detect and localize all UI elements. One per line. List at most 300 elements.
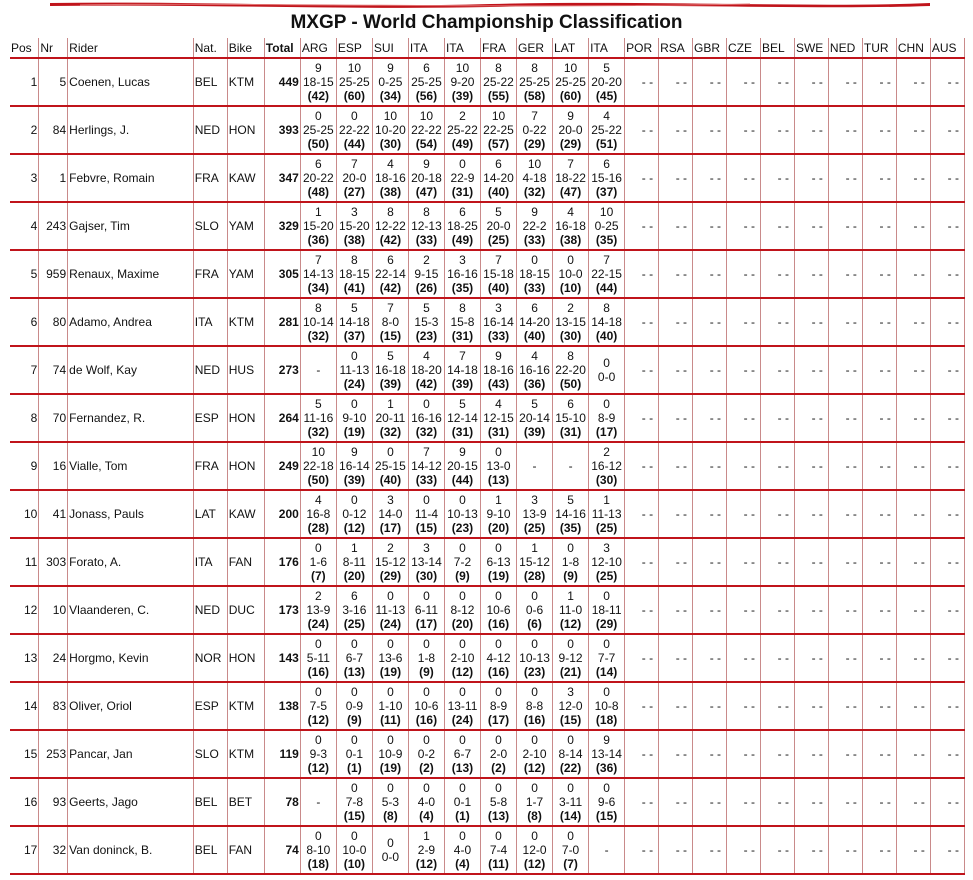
race-points: 8 (423, 205, 430, 219)
race-points: 10 (311, 445, 326, 459)
moto-scores: 7-5 (309, 699, 328, 713)
empty-result: - - (811, 363, 823, 377)
race-result-cell (760, 394, 794, 442)
empty-result: - - (743, 555, 755, 569)
race-result-cell (517, 442, 553, 490)
rider-name: Coenen, Lucas (68, 58, 194, 106)
empty-result: - - (913, 219, 925, 233)
nationality-cell: SLO (193, 730, 227, 778)
round-total: (39) (343, 473, 366, 487)
race-result-cell (862, 730, 896, 778)
race-points: 2 (423, 253, 430, 267)
empty-result: - - (879, 123, 891, 137)
race-result-cell (336, 586, 372, 634)
empty-result: - - (675, 795, 688, 809)
rider-name: Horgmo, Kevin (68, 634, 194, 682)
race-result-cell (760, 202, 794, 250)
empty-result: - - (743, 459, 755, 473)
round-total: (39) (523, 425, 546, 439)
moto-scores: 0-2 (417, 747, 436, 761)
race-points: 6 (531, 301, 538, 315)
race-result-cell (862, 634, 896, 682)
pos-cell: 9 (10, 442, 39, 490)
moto-scores: 25-22 (483, 75, 514, 89)
race-result-cell (760, 682, 794, 730)
empty-result: - - (811, 843, 823, 857)
race-result-cell (553, 538, 589, 586)
empty-result: - - (913, 315, 925, 329)
race-result-cell (444, 490, 480, 538)
empty-result: - - (845, 171, 857, 185)
round-total: (39) (379, 377, 402, 391)
empty-result: - - (879, 219, 891, 233)
number-cell: 16 (39, 442, 68, 490)
race-points: 1 (603, 493, 610, 507)
race-result-cell (517, 154, 553, 202)
empty-result: - - (777, 219, 789, 233)
race-result-cell (794, 346, 828, 394)
nationality-cell: FRA (193, 154, 227, 202)
race-result-cell (408, 778, 444, 826)
round-total: (51) (595, 137, 618, 151)
race-result-cell (444, 394, 480, 442)
no-result: - (532, 459, 537, 473)
moto-scores: 22-20 (555, 363, 586, 377)
moto-scores: 4-18 (522, 171, 547, 185)
race-points: 0 (567, 829, 574, 843)
race-result-cell (336, 202, 372, 250)
race-result-cell (828, 730, 862, 778)
race-result-cell (896, 778, 930, 826)
moto-scores: 13-14 (591, 747, 622, 761)
total-points: 249 (264, 442, 300, 490)
total-points: 273 (264, 346, 300, 394)
race-result-cell (760, 730, 794, 778)
moto-scores: 14-12 (411, 459, 442, 473)
moto-scores: 8-9 (597, 411, 616, 425)
race-points: 0 (387, 685, 394, 699)
empty-result: - - (913, 363, 925, 377)
table-row (10, 202, 965, 250)
moto-scores: 14-18 (339, 315, 370, 329)
bike-cell: DUC (227, 586, 264, 634)
moto-scores: 22-22 (411, 123, 442, 137)
moto-scores: 10-6 (414, 699, 439, 713)
empty-result: - - (947, 219, 959, 233)
round-total: (2) (491, 761, 506, 775)
round-total: (34) (307, 281, 330, 295)
total-points: 305 (264, 250, 300, 298)
moto-scores: 1-8 (417, 651, 436, 665)
race-result-cell (553, 394, 589, 442)
round-total: (14) (559, 809, 582, 823)
moto-scores: 16-12 (591, 459, 622, 473)
race-result-cell (693, 250, 727, 298)
race-points: 7 (531, 109, 538, 123)
moto-scores: 11-4 (414, 507, 438, 521)
moto-scores: 0-25 (594, 219, 619, 233)
race-result-cell (372, 106, 408, 154)
empty-result: - - (777, 123, 789, 137)
number-cell: 303 (39, 538, 68, 586)
round-total: (36) (307, 233, 330, 247)
round-total: (24) (379, 617, 402, 631)
empty-result: - - (709, 411, 722, 425)
total-points: 74 (264, 826, 300, 874)
round-total: (25) (487, 233, 510, 247)
moto-scores: 11-13 (339, 363, 370, 377)
race-result-cell (480, 58, 516, 106)
race-points: 2 (459, 109, 466, 123)
empty-result: - - (709, 507, 722, 521)
col-header-race: SWE (794, 38, 828, 58)
race-result-cell (444, 58, 480, 106)
empty-result: - - (913, 267, 925, 281)
moto-scores: 11-0 (558, 603, 583, 617)
red-brush-stroke-decoration (50, 0, 930, 10)
race-result-cell (727, 442, 761, 490)
race-result-cell (930, 682, 964, 730)
empty-result: - - (709, 795, 722, 809)
table-row (10, 346, 965, 394)
bike-cell: KTM (227, 682, 264, 730)
race-result-cell (794, 442, 828, 490)
race-result-cell (444, 442, 480, 490)
moto-scores: 10-14 (302, 315, 334, 329)
empty-result: - - (777, 843, 789, 857)
empty-result: - - (709, 363, 722, 377)
race-points: 9 (603, 733, 610, 747)
race-result-cell (625, 586, 659, 634)
moto-scores: 14-18 (447, 363, 478, 377)
race-result-cell (589, 682, 625, 730)
race-points: 3 (603, 541, 610, 555)
empty-result: - - (913, 75, 925, 89)
round-total: (41) (343, 281, 366, 295)
round-total: (39) (451, 377, 474, 391)
race-points: 0 (459, 781, 466, 795)
moto-scores: 18-16 (483, 363, 514, 377)
race-result-cell (372, 394, 408, 442)
round-total: (40) (523, 329, 546, 343)
race-result-cell (444, 298, 480, 346)
empty-result: - - (879, 75, 891, 89)
round-total: (19) (487, 569, 510, 583)
race-result-cell (444, 250, 480, 298)
round-total: (19) (379, 665, 402, 679)
race-result-cell (553, 154, 589, 202)
race-result-cell (862, 346, 896, 394)
race-result-cell (930, 490, 964, 538)
moto-scores: 25-22 (447, 123, 478, 137)
moto-scores: 7-4 (489, 843, 508, 857)
empty-result: - - (811, 267, 823, 281)
round-total: (29) (595, 617, 618, 631)
moto-scores: 20-20 (591, 75, 622, 89)
pos-cell: 7 (10, 346, 39, 394)
total-points: 347 (264, 154, 300, 202)
round-total: (44) (343, 137, 366, 151)
empty-result: - - (675, 699, 688, 713)
race-result-cell (408, 586, 444, 634)
col-header-pos: Pos (10, 38, 39, 58)
pos-cell: 2 (10, 106, 39, 154)
race-result-cell (659, 298, 693, 346)
race-result-cell (727, 586, 761, 634)
round-total: (13) (451, 761, 474, 775)
empty-result: - - (845, 363, 857, 377)
race-points: 9 (567, 109, 574, 123)
round-total: (29) (559, 137, 582, 151)
round-total: (34) (379, 89, 402, 103)
race-result-cell (336, 826, 372, 874)
round-total: (12) (307, 713, 330, 727)
empty-result: - - (811, 699, 823, 713)
empty-result: - - (709, 123, 722, 137)
pos-cell: 14 (10, 682, 39, 730)
empty-result: - - (743, 747, 755, 761)
round-total: (12) (415, 857, 438, 871)
empty-result: - - (675, 411, 688, 425)
race-result-cell (828, 250, 862, 298)
race-points: 0 (459, 829, 466, 843)
race-result-cell (727, 106, 761, 154)
race-points: 4 (567, 205, 574, 219)
table-row (10, 298, 965, 346)
race-points: 6 (351, 589, 358, 603)
race-points: 8 (531, 61, 538, 75)
empty-result: - - (879, 699, 891, 713)
moto-scores: 22-15 (591, 267, 622, 281)
race-result-cell (408, 106, 444, 154)
pos-cell: 15 (10, 730, 39, 778)
race-points: 2 (603, 445, 610, 459)
empty-result: - - (879, 603, 891, 617)
table-row (10, 58, 965, 106)
round-total: (38) (379, 185, 402, 199)
race-result-cell (444, 202, 480, 250)
col-header-race: ARG (300, 38, 336, 58)
race-result-cell (517, 202, 553, 250)
race-result-cell (553, 490, 589, 538)
number-cell: 243 (39, 202, 68, 250)
race-result-cell (480, 346, 516, 394)
race-result-cell (517, 106, 553, 154)
race-result-cell (589, 346, 625, 394)
col-header-nat: Nat. (193, 38, 227, 58)
round-total: (40) (595, 329, 618, 343)
round-total: (29) (523, 137, 546, 151)
moto-scores: 20-0 (486, 219, 511, 233)
number-cell: 253 (39, 730, 68, 778)
round-total: (37) (595, 185, 618, 199)
empty-result: - - (845, 747, 857, 761)
race-points: 10 (419, 109, 434, 123)
moto-scores: 18-15 (519, 267, 550, 281)
race-result-cell (408, 154, 444, 202)
empty-result: - - (641, 699, 654, 713)
round-total: (55) (487, 89, 510, 103)
moto-scores: 9-6 (597, 795, 616, 809)
empty-result: - - (913, 555, 925, 569)
round-total: (40) (487, 185, 510, 199)
race-points: 4 (387, 157, 394, 171)
race-result-cell (659, 634, 693, 682)
col-header-race: ITA (589, 38, 625, 58)
moto-scores: 10-8 (594, 699, 619, 713)
moto-scores: 25-25 (555, 75, 586, 89)
round-total: (57) (487, 137, 510, 151)
race-result-cell (862, 202, 896, 250)
race-result-cell (862, 250, 896, 298)
race-points: 0 (603, 589, 610, 603)
race-points: 0 (459, 733, 466, 747)
race-result-cell (862, 538, 896, 586)
race-points: 9 (423, 157, 430, 171)
round-total: (13) (487, 809, 510, 823)
empty-result: - - (777, 315, 789, 329)
race-result-cell (444, 778, 480, 826)
empty-result: - - (641, 795, 654, 809)
col-header-bike: Bike (227, 38, 264, 58)
rider-name: Pancar, Jan (68, 730, 194, 778)
empty-result: - - (675, 747, 688, 761)
race-points: 0 (351, 397, 358, 411)
round-total: (9) (455, 569, 470, 583)
race-result-cell (930, 298, 964, 346)
classification-table (10, 38, 965, 875)
race-points: 2 (567, 301, 574, 315)
moto-scores: 22-9 (450, 171, 475, 185)
race-points: 0 (495, 685, 502, 699)
race-result-cell (336, 442, 372, 490)
moto-scores: 9-12 (558, 651, 583, 665)
race-result-cell (659, 538, 693, 586)
empty-result: - - (641, 267, 654, 281)
race-result-cell (760, 298, 794, 346)
race-result-cell (659, 154, 693, 202)
moto-scores: 15-3 (414, 315, 439, 329)
race-points: 0 (423, 637, 430, 651)
race-result-cell (828, 442, 862, 490)
race-result-cell (444, 154, 480, 202)
moto-scores: 3-16 (342, 603, 367, 617)
empty-result: - - (913, 699, 925, 713)
pos-cell: 11 (10, 538, 39, 586)
race-result-cell (589, 106, 625, 154)
moto-scores: 15-12 (375, 555, 406, 569)
rider-name: Jonass, Pauls (68, 490, 194, 538)
pos-cell: 12 (10, 586, 39, 634)
no-result: - (604, 843, 609, 857)
nationality-cell: FRA (193, 442, 227, 490)
race-result-cell (828, 778, 862, 826)
round-total: (33) (415, 473, 438, 487)
round-total: (30) (379, 137, 402, 151)
race-points: 10 (347, 61, 362, 75)
round-total: (42) (379, 233, 402, 247)
race-result-cell (896, 346, 930, 394)
empty-result: - - (947, 795, 959, 809)
race-result-cell (336, 106, 372, 154)
race-result-cell (760, 250, 794, 298)
race-result-cell (862, 490, 896, 538)
moto-scores: 8-11 (342, 555, 366, 569)
empty-result: - - (913, 795, 925, 809)
race-points: 0 (387, 589, 394, 603)
race-points: 9 (315, 61, 322, 75)
empty-result: - - (743, 843, 755, 857)
moto-scores: 22-25 (483, 123, 514, 137)
race-result-cell (760, 586, 794, 634)
nationality-cell: ITA (193, 538, 227, 586)
bike-cell: KTM (227, 58, 264, 106)
race-result-cell (625, 778, 659, 826)
race-result-cell (727, 634, 761, 682)
race-points: 4 (531, 349, 538, 363)
moto-scores: 4-0 (417, 795, 436, 809)
race-result-cell (300, 394, 336, 442)
race-result-cell (408, 634, 444, 682)
race-result-cell (517, 298, 553, 346)
moto-scores: 8-14 (558, 747, 583, 761)
table-row (10, 682, 965, 730)
race-result-cell (794, 202, 828, 250)
round-total: (1) (455, 809, 470, 823)
race-points: 7 (459, 349, 466, 363)
race-result-cell (444, 826, 480, 874)
race-points: 0 (603, 356, 610, 370)
empty-result: - - (743, 795, 755, 809)
empty-result: - - (743, 219, 755, 233)
race-result-cell (693, 730, 727, 778)
round-total: (17) (415, 617, 438, 631)
round-total: (22) (559, 761, 582, 775)
rider-name: Fernandez, R. (68, 394, 194, 442)
moto-scores: 13-15 (555, 315, 586, 329)
race-result-cell (553, 730, 589, 778)
round-total: (28) (523, 569, 546, 583)
no-result: - (316, 363, 321, 377)
round-total: (15) (343, 809, 366, 823)
race-result-cell (372, 778, 408, 826)
race-result-cell (589, 538, 625, 586)
race-result-cell (727, 538, 761, 586)
race-result-cell (828, 394, 862, 442)
empty-result: - - (811, 411, 823, 425)
table-row (10, 826, 965, 874)
race-result-cell (589, 730, 625, 778)
round-total: (50) (307, 473, 330, 487)
race-points: 0 (531, 253, 538, 267)
empty-result: - - (845, 219, 857, 233)
race-result-cell (300, 826, 336, 874)
moto-scores: 14-18 (591, 315, 622, 329)
empty-result: - - (743, 267, 755, 281)
col-header-nr: Nr (39, 38, 68, 58)
moto-scores: 16-16 (519, 363, 550, 377)
race-result-cell (300, 346, 336, 394)
round-total: (39) (451, 89, 474, 103)
moto-scores: 1-10 (378, 699, 403, 713)
total-points: 393 (264, 106, 300, 154)
nationality-cell: NED (193, 106, 227, 154)
empty-result: - - (675, 363, 688, 377)
rider-name: Adamo, Andrea (68, 298, 194, 346)
empty-result: - - (641, 315, 654, 329)
race-result-cell (480, 442, 516, 490)
race-points: 0 (495, 637, 502, 651)
